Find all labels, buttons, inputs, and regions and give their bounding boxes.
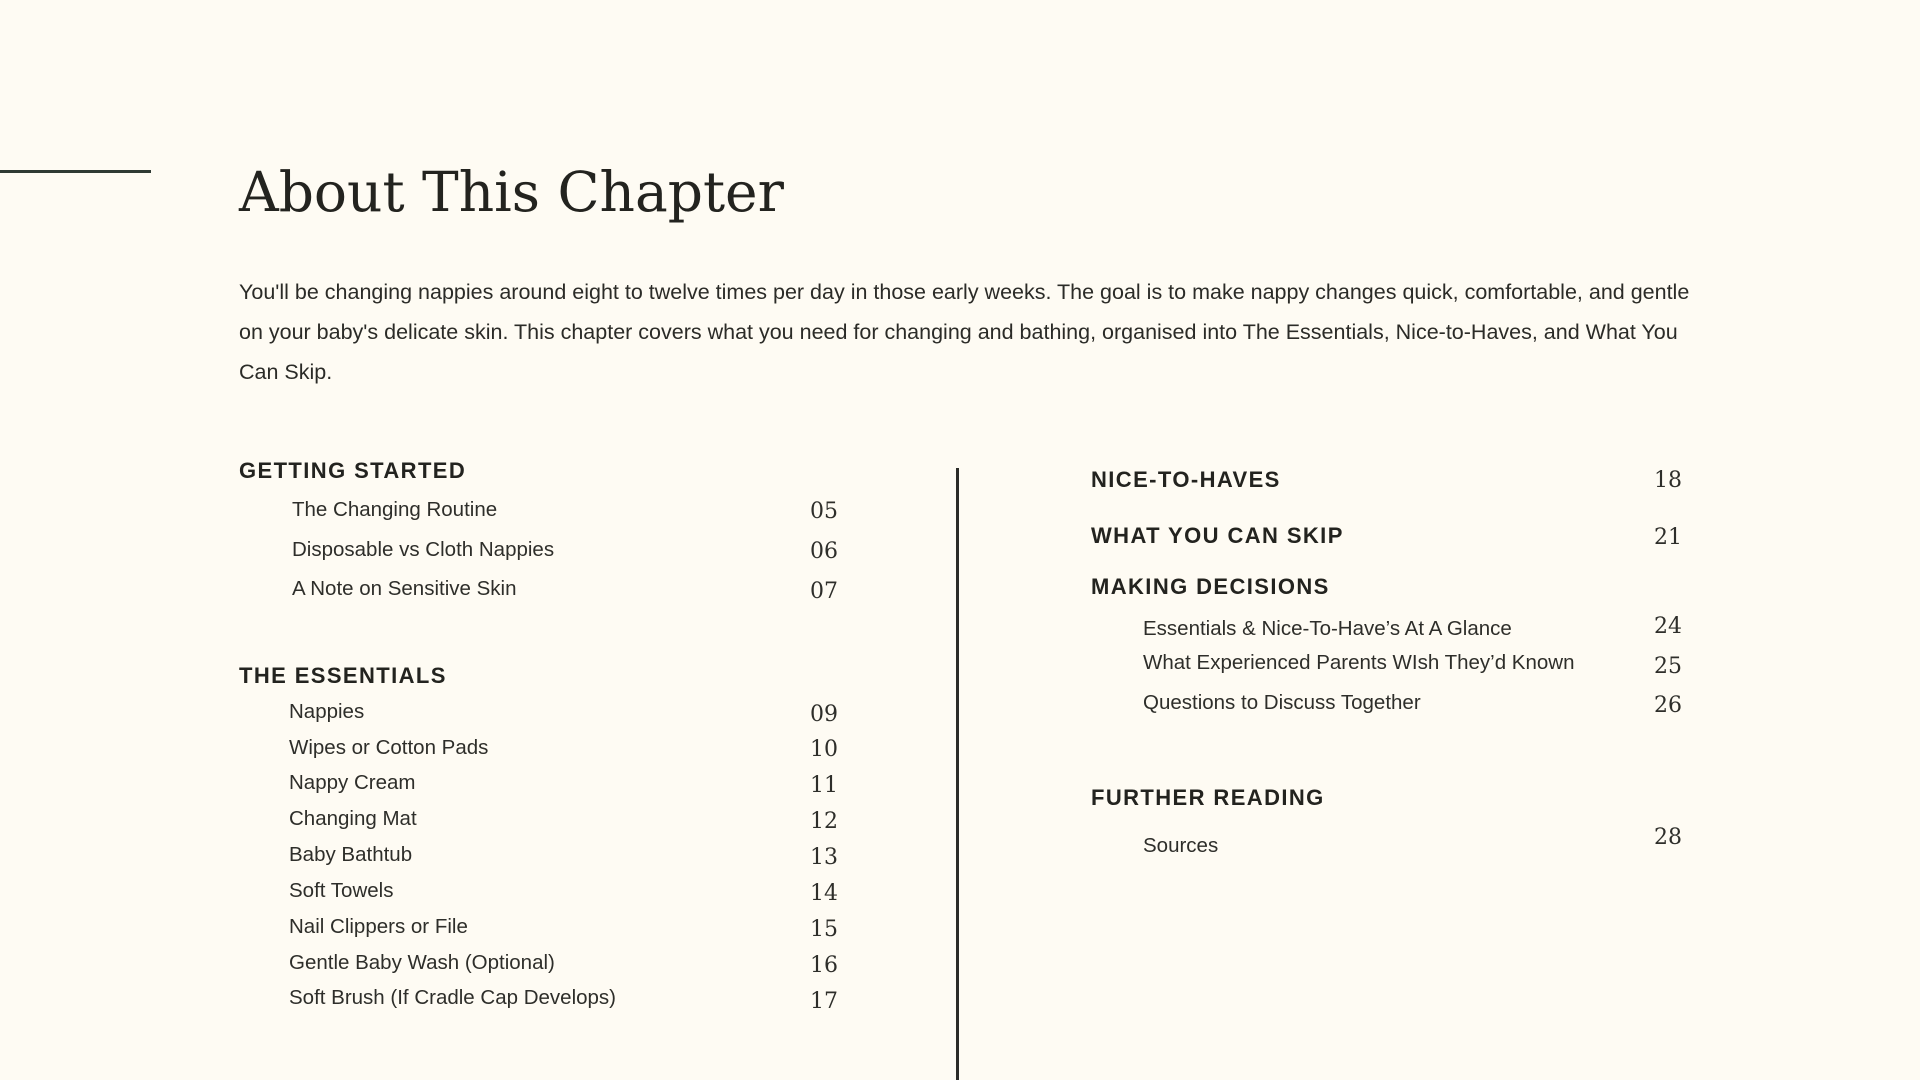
toc-item-label[interactable]: Sources [1143, 834, 1219, 857]
toc-page-number: 16 [810, 953, 838, 978]
toc-page-number: 18 [1654, 468, 1682, 493]
toc-heading-making-decisions: MAKING DECISIONS [1091, 574, 1330, 599]
toc-page-number: 09 [810, 702, 838, 727]
toc-item-label[interactable]: A Note on Sensitive Skin [292, 577, 517, 600]
toc-item-label[interactable]: Nappies [289, 700, 365, 723]
toc-page-number: 10 [810, 737, 838, 762]
toc-heading-nice-to-haves[interactable]: NICE-TO-HAVES [1091, 467, 1281, 492]
toc-page-number: 26 [1654, 693, 1682, 718]
toc-item-label[interactable]: Changing Mat [289, 807, 417, 830]
toc-item-label[interactable]: Soft Brush (If Cradle Cap Develops) [289, 986, 616, 1009]
toc-item-label[interactable]: Wipes or Cotton Pads [289, 736, 489, 759]
toc-heading-getting-started: GETTING STARTED [239, 458, 467, 483]
toc-page-number: 05 [810, 499, 838, 524]
toc-page-number: 13 [810, 845, 838, 870]
toc-page-number: 06 [810, 539, 838, 564]
toc-item-label[interactable]: Baby Bathtub [289, 843, 413, 866]
toc-page-number: 17 [810, 989, 838, 1014]
toc-page-number: 14 [810, 881, 838, 906]
column-divider [956, 468, 959, 1080]
toc-item-label[interactable]: Nappy Cream [289, 771, 416, 794]
toc-page-number: 12 [810, 809, 838, 834]
toc-heading-what-you-can-skip[interactable]: WHAT YOU CAN SKIP [1091, 523, 1344, 548]
toc-item-label[interactable]: What Experienced Parents WIsh They’d Known [1143, 651, 1575, 674]
toc-page-number: 25 [1654, 654, 1682, 679]
toc-item-label[interactable]: Disposable vs Cloth Nappies [292, 538, 555, 561]
toc-item-label[interactable]: Questions to Discuss Together [1143, 691, 1421, 714]
toc-heading-further-reading: FURTHER READING [1091, 785, 1325, 810]
toc-page-number: 28 [1654, 825, 1682, 850]
toc-page-number: 11 [810, 773, 838, 798]
toc-item-label[interactable]: Soft Towels [289, 879, 394, 902]
toc-heading-essentials: THE ESSENTIALS [239, 663, 447, 688]
accent-rule [0, 170, 151, 173]
toc-item-label[interactable]: Nail Clippers or File [289, 915, 468, 938]
toc-item-label[interactable]: Essentials & Nice-To-Have’s At A Glance [1143, 617, 1512, 640]
toc-page-number: 07 [810, 579, 838, 604]
toc-item-label[interactable]: The Changing Routine [292, 498, 498, 521]
intro-paragraph: You'll be changing nappies around eight to twelve times per day in those early weeks. The goal is to make nappy changes quick, comfortable, and gentle on your baby's delicate skin. This chapter covers what you need for changing and bathing, organised into The Essentials, Nice-to-Haves, and What You Can Skip. [239, 280, 1690, 384]
toc-page-number: 15 [810, 917, 838, 942]
page-title: About This Chapter [239, 160, 784, 224]
toc-page-number: 24 [1654, 614, 1682, 639]
toc-item-label[interactable]: Gentle Baby Wash (Optional) [289, 951, 555, 974]
toc-page-number: 21 [1654, 525, 1682, 550]
